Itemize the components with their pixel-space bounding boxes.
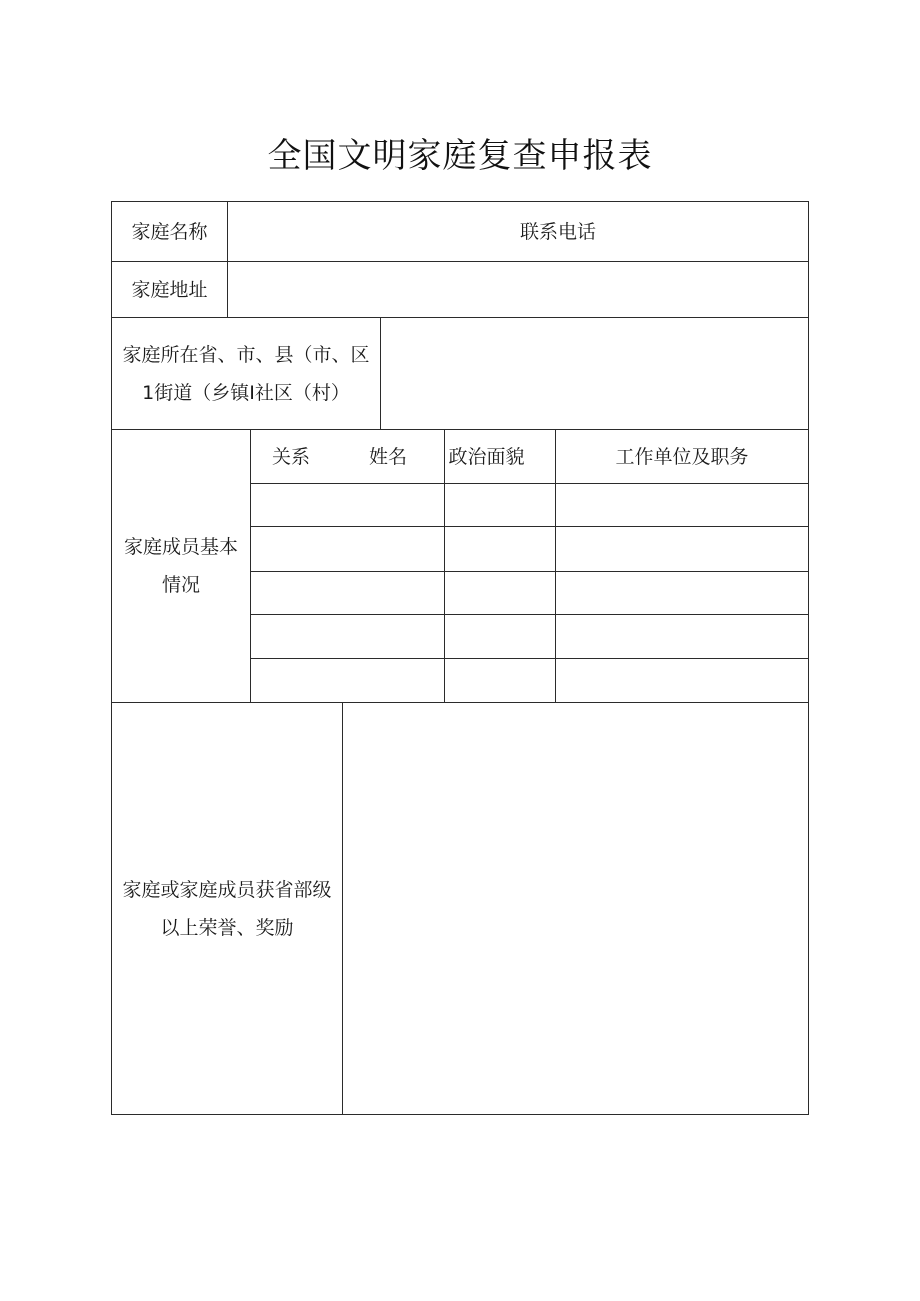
- member-entry-cell[interactable]: [251, 659, 444, 702]
- member-entry-cell[interactable]: [251, 484, 444, 526]
- table-border-bottom: [111, 1114, 809, 1115]
- member-entry-cell[interactable]: [445, 659, 555, 702]
- page-title: 全国文明家庭复查申报表: [267, 136, 653, 176]
- phone-label: 联系电话: [519, 220, 596, 243]
- member-entry-cell[interactable]: [556, 527, 808, 571]
- member-entry-cell[interactable]: [445, 484, 555, 526]
- address-label: 家庭地址: [131, 278, 208, 301]
- col-header-work: 工作单位及职务: [615, 445, 749, 468]
- member-entry-cell[interactable]: [556, 659, 808, 702]
- location-label: 家庭所在省、市、县（市、区 1街道（乡镇I社区（村）: [122, 343, 370, 404]
- member-entry-cell[interactable]: [251, 572, 444, 614]
- family-name-field[interactable]: [228, 202, 498, 261]
- honors-label: 家庭或家庭成员获省部级 以上荣誉、奖励: [122, 878, 332, 939]
- member-entry-cell[interactable]: [556, 572, 808, 614]
- member-entry-cell[interactable]: [556, 615, 808, 658]
- col-header-name: 姓名: [368, 445, 407, 468]
- family-name-label: 家庭名称: [131, 220, 208, 243]
- member-entry-cell[interactable]: [251, 527, 444, 571]
- member-entry-cell[interactable]: [251, 615, 444, 658]
- honors-field[interactable]: [343, 703, 808, 1114]
- col-header-relation: 关系: [271, 445, 310, 468]
- phone-field[interactable]: [618, 202, 808, 261]
- member-entry-cell[interactable]: [445, 572, 555, 614]
- member-entry-cell[interactable]: [556, 484, 808, 526]
- location-field[interactable]: [381, 318, 808, 429]
- address-field[interactable]: [228, 262, 808, 317]
- col-header-political: 政治面貌: [448, 445, 525, 468]
- member-entry-cell[interactable]: [445, 615, 555, 658]
- members-section-label: 家庭成员基本 情况: [123, 536, 238, 596]
- member-entry-cell[interactable]: [445, 527, 555, 571]
